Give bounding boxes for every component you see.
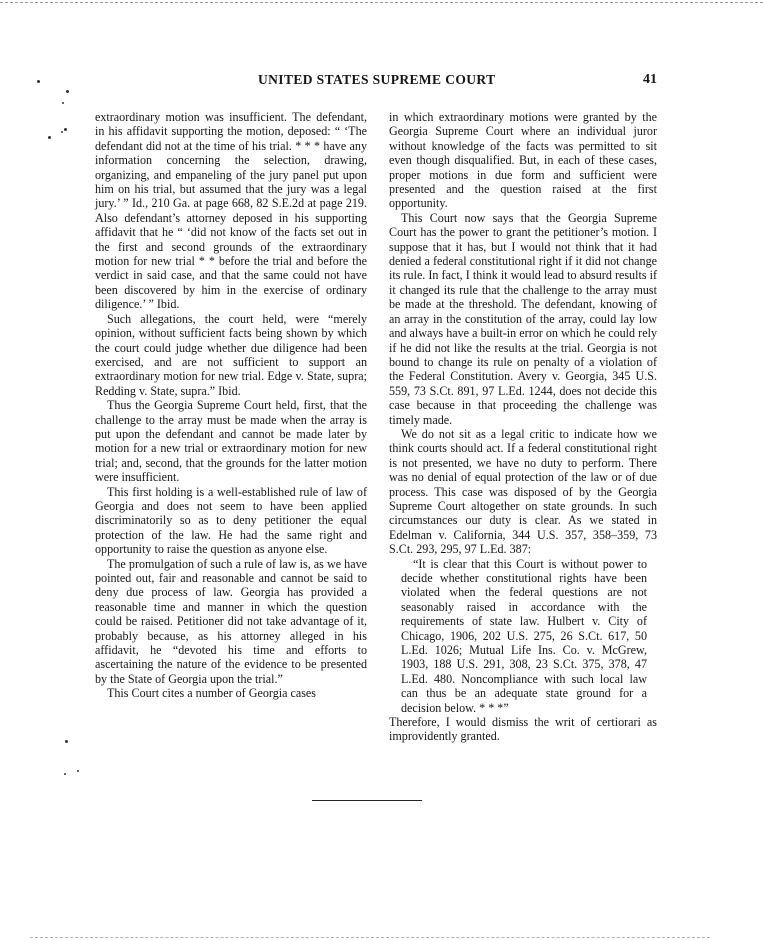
paragraph: extraordinary motion was insufficient. The defendant, in his affidavit supporting the motion, deposed: “ ‘The defendant did not at the time of his trial. * * * have any information concerning the selection, drawing, organizing, and empaneling of the jury panel put upon him on his trial, but assumed that the jury was a legal jury.’ ” Id., 210 Ga. at page 668, 82 S.E.2d at page 219. Also defendant’s attorney deposed in his supporting affidavit that he “ ‘did not know of the facts set out in the first and second grounds of the extraordinary motion for new trial * * before the trial and before the verdict in said case, and that the same could not have been discovered by him in the exercise of ordinary diligence.’ ” Ibid. bbox=[95, 110, 367, 312]
paragraph: Therefore, I would dismiss the writ of certiorari as improvidently granted. bbox=[389, 715, 657, 744]
running-head: UNITED STATES SUPREME COURT bbox=[258, 72, 496, 87]
scan-speck bbox=[64, 128, 67, 131]
scan-speck bbox=[77, 770, 79, 772]
paragraph: Such allegations, the court held, were “merely opinion, without sufficient facts being shown by which the court could judge whether due diligence had been exercised, and are not sufficient to support an extraordinary motion for new trial. Edge v. State, supra; Redding v. State, supra.” Ibid. bbox=[95, 311, 367, 398]
block-quote: “It is clear that this Court is without power to decide whether constitutional rights have been violated when the federal questions are not seasonably raised in accordance with the requirements of state law. Hulbert v. City of Chicago, 1906, 202 U.S. 275, 26 S.Ct. 617, 50 L.Ed. 1026; Mutual Life Ins. Co. v. McGrew, 1903, 188 U.S. 291, 308, 23 S.Ct. 375, 378, 47 L.Ed. 480. Noncompliance with such local law can thus be an adequate state ground for a decision below. * * *” bbox=[401, 556, 647, 715]
scan-speck bbox=[64, 773, 66, 775]
scan-speck bbox=[48, 136, 51, 139]
scan-bottom-border bbox=[30, 937, 710, 938]
scan-speck bbox=[62, 102, 64, 104]
paragraph: The promulgation of such a rule of law is, as we have pointed out, fair and reasonable and cannot be said to deny due process of law. Georgia has provided a reasonable time and manner in which the question could be raised. Petitioner did not take advantage of it, probably because, as his attorney alleged in his affidavit, he “devoted his time and efforts to ascertaining the nature of the evidence to be presented by the State of Georgia upon the trial.” bbox=[95, 556, 367, 686]
paragraph: in which extraordinary motions were granted by the Georgia Supreme Court where an individual juror without knowledge of the facts was permitted to sit even though disqualified. But, in each of these cases, proper motions in due form and sufficient were presented and the question raised at the first opportunity. bbox=[389, 110, 657, 211]
scan-speck bbox=[66, 90, 69, 93]
paragraph: Thus the Georgia Supreme Court held, first, that the challenge to the array must be made when the array is put upon the defendant and cannot be made later by motion for a new trial or extraordinary motion for new trial; and, second, that the grounds for the latter motion were insufficient. bbox=[95, 398, 367, 485]
paragraph: This first holding is a well-established rule of law of Georgia and does not seem to have been applied discriminatorily so as to deny petitioner the equal protection of the law. He had the same right and opportunity to raise the question as anyone else. bbox=[95, 484, 367, 557]
page-header bbox=[0, 72, 763, 92]
right-column bbox=[389, 110, 657, 744]
paragraph: This Court cites a number of Georgia cases bbox=[107, 686, 317, 701]
paragraph: We do not sit as a legal critic to indicate how we think courts should act. If a federal constitutional right is not presented, we have no duty to perform. There was no denial of equal protection of the law or of due process. This case was disposed of by the Georgia Supreme Court altogether on state grounds. In such circumstances our duty is clear. As we stated in Edelman v. California, 344 U.S. 357, 358–359, 73 S.Ct. 293, 295, 97 L.Ed. 387: bbox=[389, 426, 657, 557]
page-number: 41 bbox=[643, 72, 657, 87]
scan-top-border bbox=[0, 2, 763, 3]
section-divider bbox=[312, 800, 422, 801]
paragraph: This Court now says that the Georgia Supreme Court has the power to grant the petitioner’s motion. I suppose that it has, but I would not think that it had denied a federal constitutional right if it did not change its rule. In fact, I think it would lead to absurd results if it changed its rule that the challenge to the array must be made at the threshold. The defendant, knowing of an array in the constitution of the array, could lay low and always have a built-in error on which he could rely if he did not like the results at the trial. Georgia is not bound to change its rule on penalty of a violation of the Federal Constitution. Avery v. Georgia, 345 U.S. 559, 73 S.Ct. 891, 97 L.Ed. 1244, does not decide this case because in that proceeding the challenge was timely made. bbox=[389, 210, 657, 427]
left-column bbox=[95, 110, 367, 701]
scan-speck bbox=[61, 131, 63, 133]
scan-speck bbox=[37, 80, 40, 83]
scan-speck bbox=[65, 740, 68, 743]
